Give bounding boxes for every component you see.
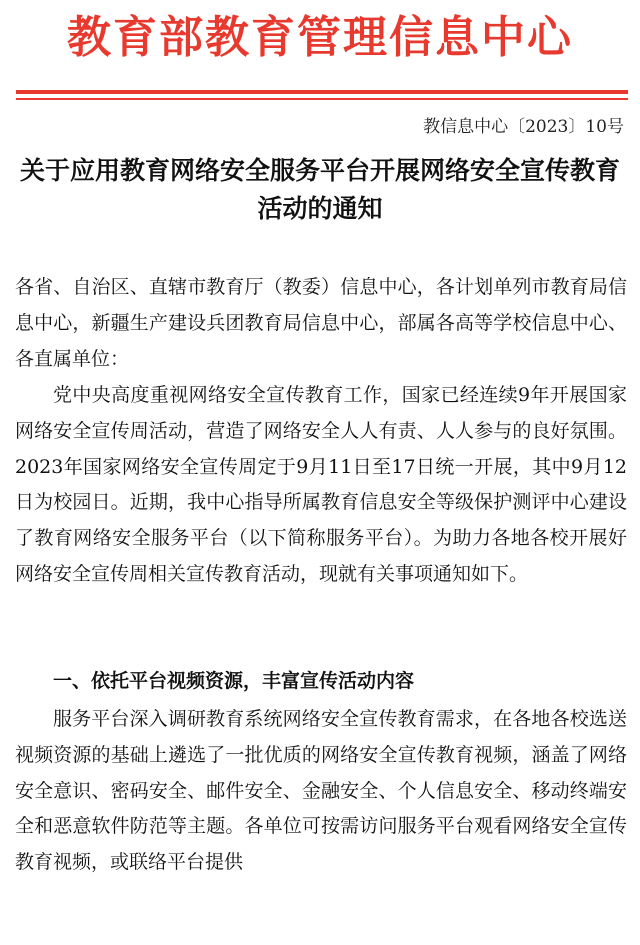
addressee-paragraph: 各省、自治区、直辖市教育厅（教委）信息中心，各计划单列市教育局信息中心，新疆生产建设兵团教育局信息中心，部属各高等学校信息中心、各直属单位： [15, 276, 627, 370]
header-divider-thin [16, 98, 628, 100]
document-number: 教信息中心〔2023〕10号 [423, 117, 624, 137]
issuing-agency-header: 教育部教育管理信息中心 [67, 12, 573, 63]
body-paragraph-2: 服务平台深入调研教育系统网络安全宣传教育需求，在各地各校选送视频资源的基础上遴选了一批优质的网络安全宣传教育视频，涵盖了网络安全意识、密码安全、邮件安全、金融安全、个人信息安全、移动终端安全和恶意软件防范等主题。各单位可按需访问服务平台观看网络安全宣传教育视频，或联络平台提供 [15, 708, 627, 874]
header-divider-thick [16, 90, 628, 94]
document-title: 关于应用教育网络安全服务平台开展网络安全宣传教育活动的通知 [19, 156, 620, 223]
body-paragraph-1: 党中央高度重视网络安全宣传教育工作，国家已经连续9年开展国家网络安全宣传周活动，营造了网络安全人人有责、人人参与的良好氛围。2023年国家网络安全宣传周定于9月11日至17日统一开展，其中9月12日为校园日。近期，我中心指导所属教育信息安全等级保护测评中心建设了教育网络安全服务平台（以下简称服务平台）。为助力各地各校开展好网络安全宣传周相关宣传教育活动，现就有关事项通知如下。 [15, 384, 627, 585]
section-heading-1: 一、依托平台视频资源，丰富宣传活动内容 [53, 670, 415, 692]
